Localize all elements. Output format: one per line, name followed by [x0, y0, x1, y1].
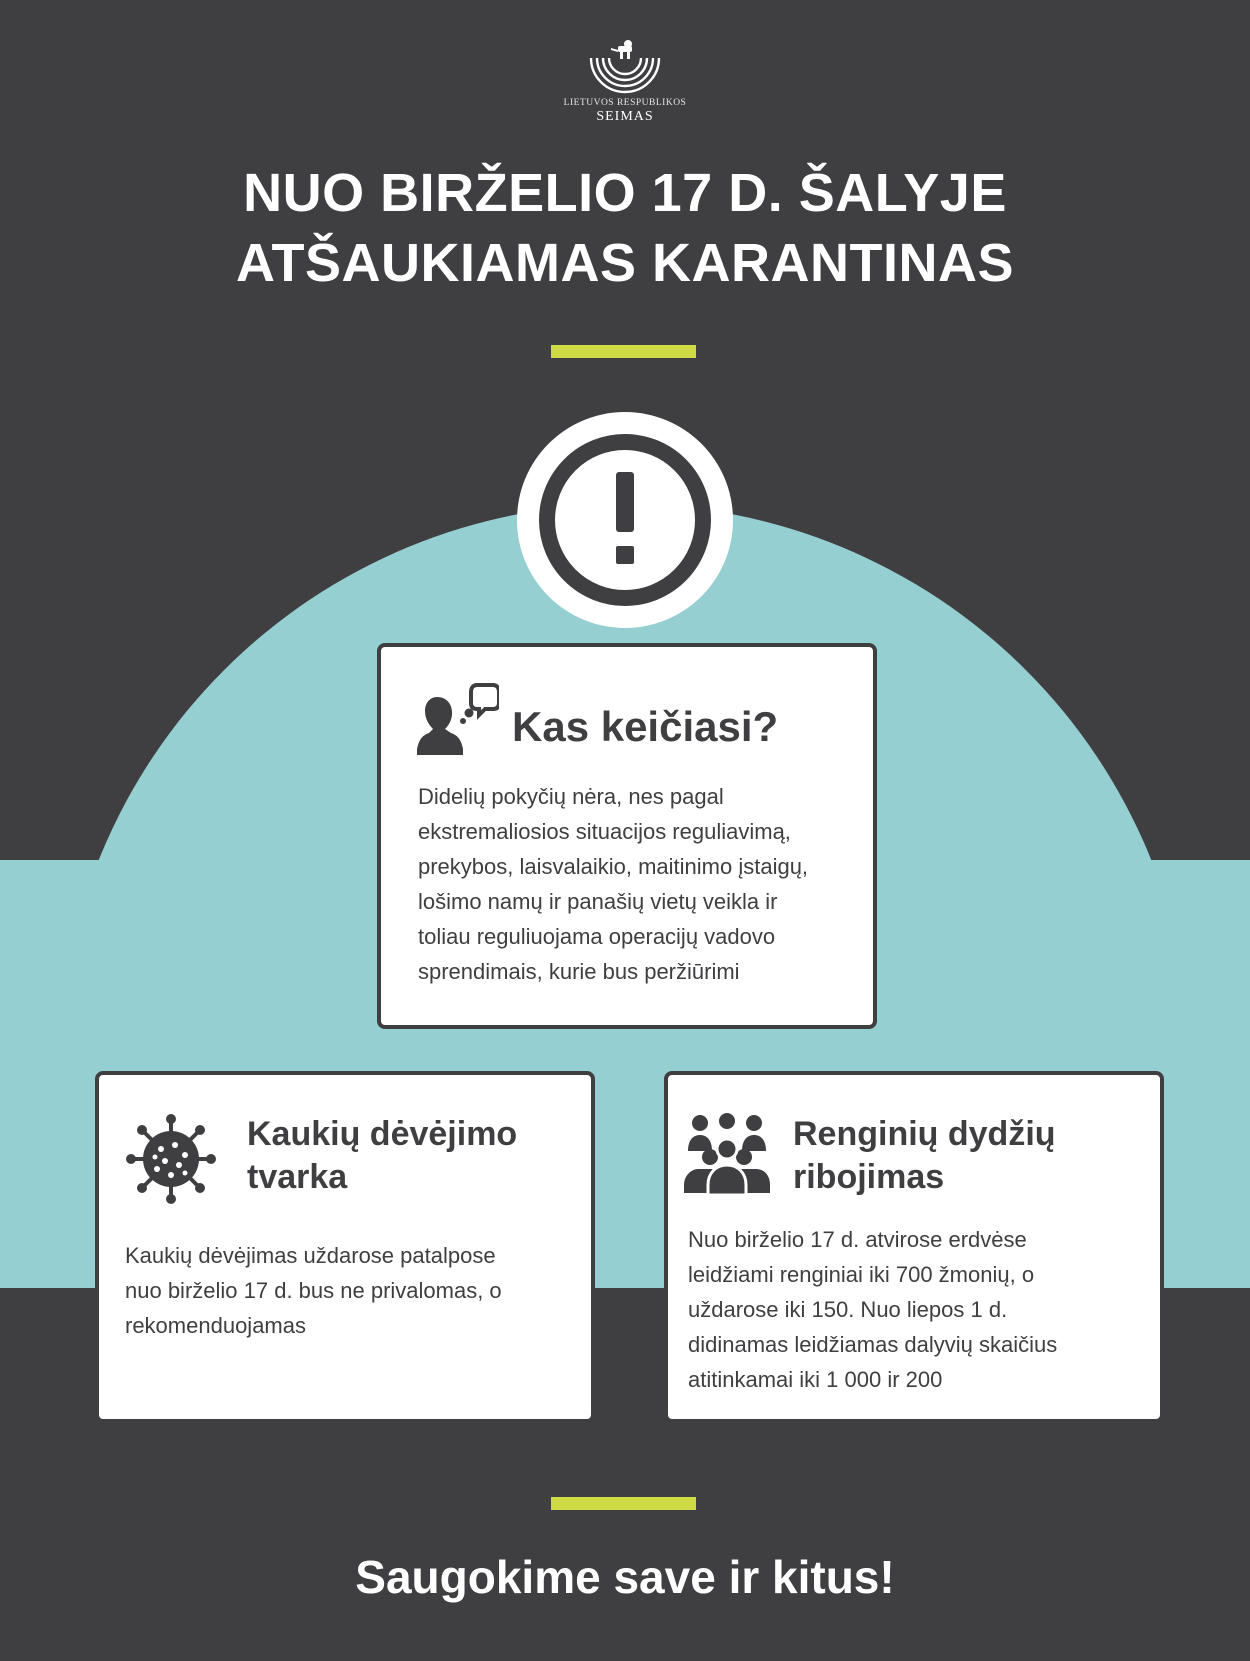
accent-divider-bottom: [551, 1497, 696, 1510]
logo-text-line2: SEIMAS: [596, 109, 654, 124]
card-main-line: prekybos, laisvalaikio, maitinimo įstaigų,: [418, 854, 809, 879]
card-masks-line: nuo birželio 17 d. bus ne privalomas, o: [125, 1278, 502, 1303]
card-events-line: uždarose iki 150. Nuo liepos 1 d.: [688, 1297, 1008, 1322]
card-event-limits: [664, 1071, 1164, 1423]
card-events-line: atitinkamai iki 1 000 ir 200: [688, 1367, 943, 1392]
card-events-heading: [793, 1113, 1133, 1199]
alert-badge: [517, 412, 733, 628]
card-main-line: ekstremaliosios situacijos reguliavimą,: [418, 819, 791, 844]
card-main-heading: Kas keičiasi?: [512, 703, 779, 750]
card-masks-line: Kaukių dėvėjimas uždarose patalpose: [125, 1243, 496, 1268]
accent-divider-top: [551, 345, 696, 358]
card-main-line: sprendimais, kurie bus peržiūrimi: [418, 959, 740, 984]
card-masks-heading: [247, 1113, 577, 1199]
card-events-heading-line: Renginių dydžių: [793, 1115, 1056, 1153]
logo-text-line1: LIETUVOS RESPUBLIKOS: [563, 98, 687, 108]
card-main-line: toliau reguliuojama operacijų vadovo: [418, 924, 776, 949]
page-title: [0, 158, 1250, 298]
card-whats-changing: [377, 643, 877, 1029]
card-main-line: Didelių pokyčių nėra, nes pagal: [418, 784, 724, 809]
card-events-line: leidžiami renginiai iki 700 žmonių, o: [688, 1262, 1035, 1287]
card-events-body: [688, 1222, 1148, 1397]
card-main-line: lošimo namų ir panašių vietų veikla ir: [418, 889, 778, 914]
card-events-heading-line: ribojimas: [793, 1158, 945, 1196]
page-title-line2: ATŠAUKIAMAS KARANTINAS: [236, 233, 1014, 293]
card-masks-line: rekomenduojamas: [125, 1313, 306, 1338]
card-mask-rules: [95, 1071, 595, 1423]
card-events-line: Nuo birželio 17 d. atvirose erdvėse: [688, 1227, 1027, 1252]
people-group-icon: [684, 1111, 770, 1195]
card-masks-heading-line: tvarka: [247, 1158, 348, 1196]
virus-icon: [125, 1113, 217, 1205]
card-main-body: [418, 779, 868, 989]
seimas-logo: [562, 38, 688, 134]
card-masks-heading-line: Kaukių dėvėjimo: [247, 1115, 518, 1153]
exclamation-icon: [517, 412, 733, 628]
card-events-line: didinamas leidžiamas dalyvių skaičius: [688, 1332, 1058, 1357]
card-masks-body: [125, 1238, 575, 1343]
page-title-line1: NUO BIRŽELIO 17 D. ŠALYJE: [243, 163, 1007, 223]
thinking-person-icon: [417, 683, 499, 763]
seimas-emblem-icon: [587, 38, 663, 96]
footer-slogan: Saugokime save ir kitus!: [355, 1551, 895, 1603]
